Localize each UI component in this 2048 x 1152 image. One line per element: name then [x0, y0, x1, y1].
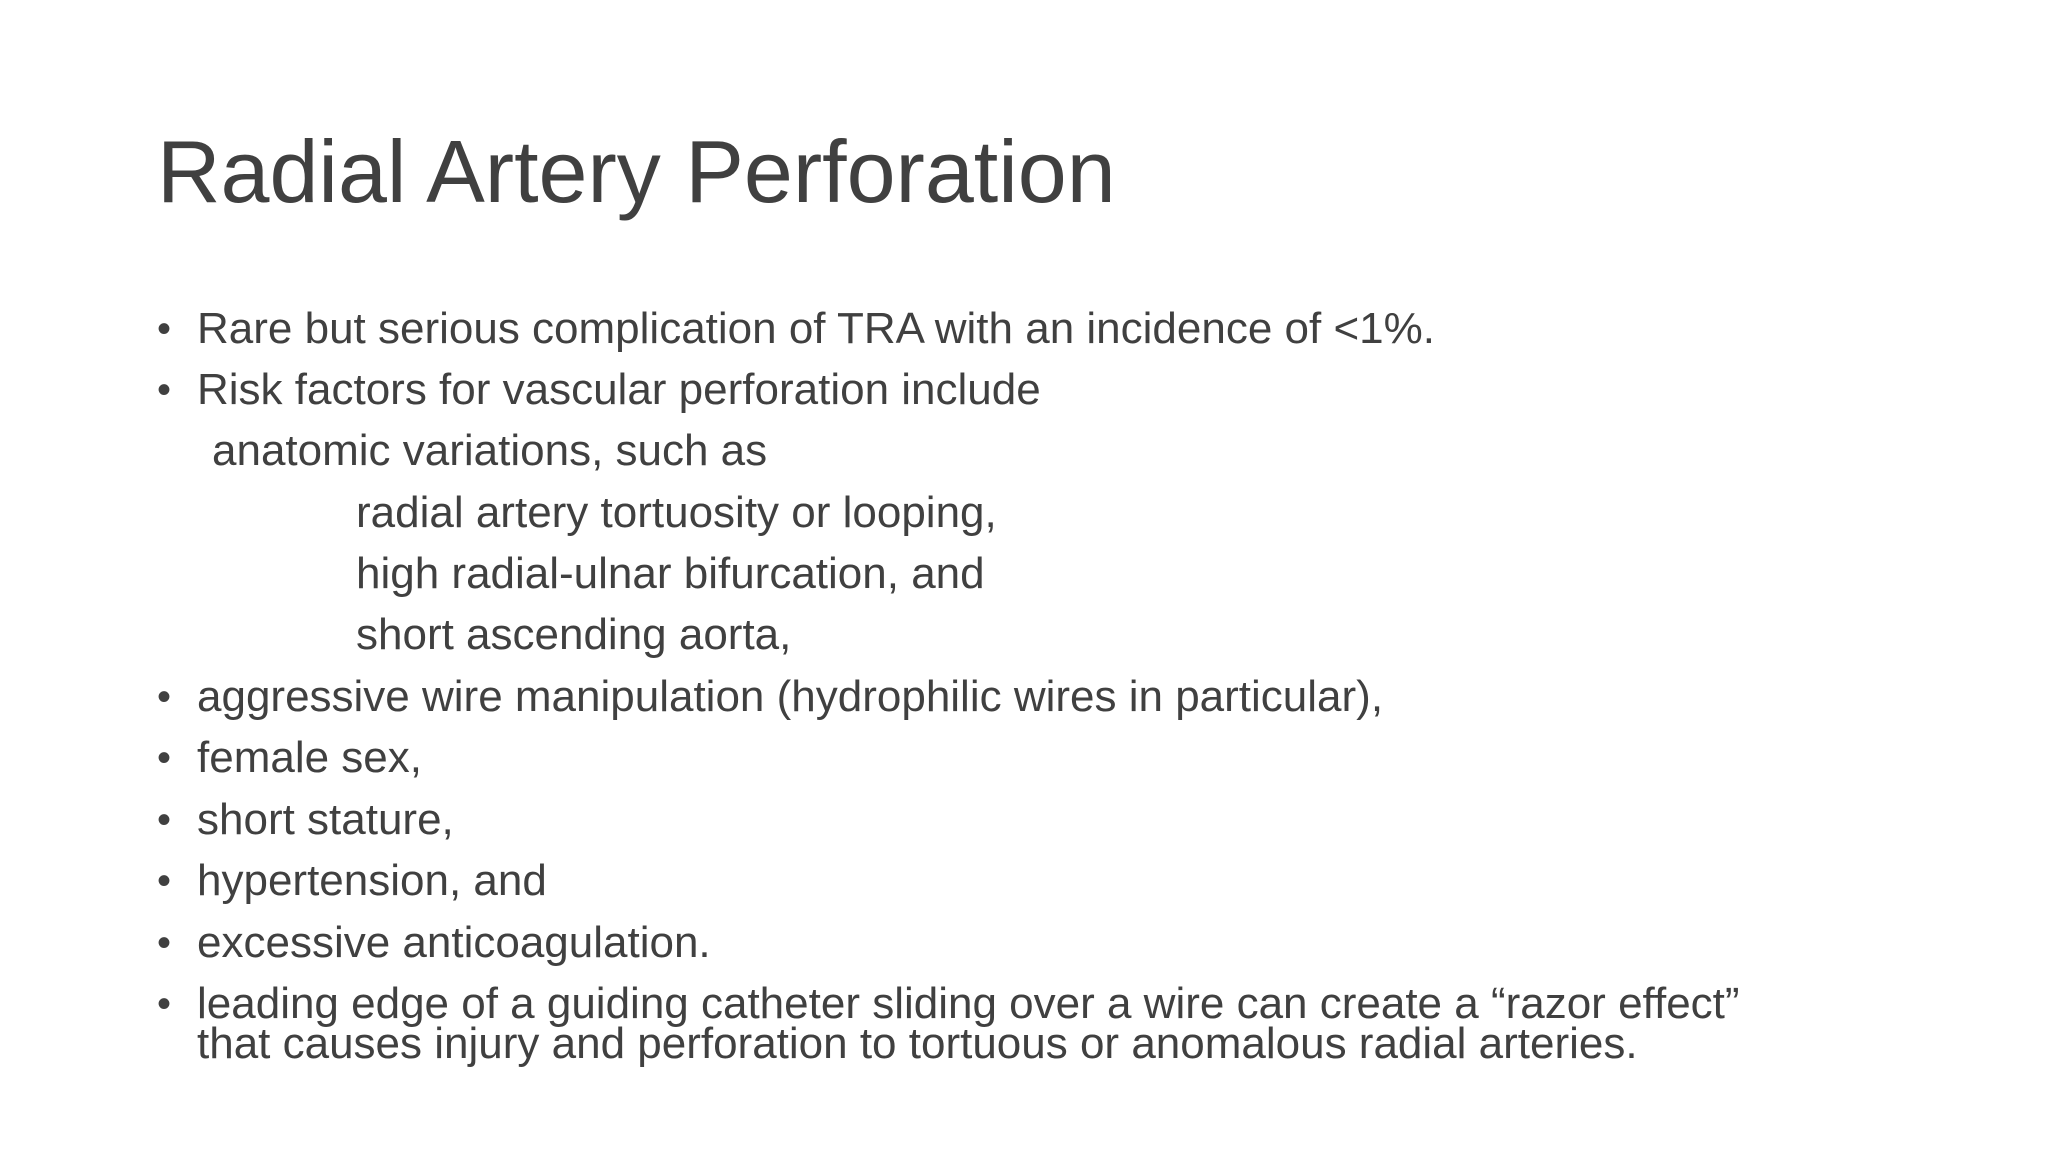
bullet-marker: •	[157, 982, 172, 1026]
bullet-text: short stature,	[197, 795, 454, 844]
bullet-text: aggressive wire manipulation (hydrophilic wires in particular),	[197, 672, 1384, 721]
slide-title: Radial Artery Perforation	[157, 122, 1116, 221]
bullet-marker: •	[157, 675, 172, 719]
bullet-text: female sex,	[197, 733, 422, 782]
bullet-marker: •	[157, 798, 172, 842]
bullet-marker: •	[157, 368, 172, 412]
bullet-marker: •	[157, 307, 172, 351]
bullet-text: Rare but serious complication of TRA with an incidence of <1%.	[197, 304, 1435, 353]
bullet-marker: •	[157, 859, 172, 903]
bullet-text: Risk factors for vascular perforation include	[197, 365, 1041, 414]
sub-item-text: high radial-ulnar bifurcation, and	[356, 549, 985, 598]
bullet-text-wrap: that causes injury and perforation to tortuous or anomalous radial arteries.	[197, 1019, 1638, 1068]
bullet-text: hypertension, and	[197, 856, 547, 905]
bullet-text: leading edge of a guiding catheter sliding over a wire can create a “razor effect”	[197, 979, 1740, 1028]
sub-item-text: radial artery tortuosity or looping,	[356, 488, 997, 537]
bullet-marker: •	[157, 921, 172, 965]
continuation-text: anatomic variations, such as	[212, 426, 768, 475]
bullet-text: excessive anticoagulation.	[197, 918, 711, 967]
sub-item-text: short ascending aorta,	[356, 610, 792, 659]
bullet-marker: •	[157, 736, 172, 780]
